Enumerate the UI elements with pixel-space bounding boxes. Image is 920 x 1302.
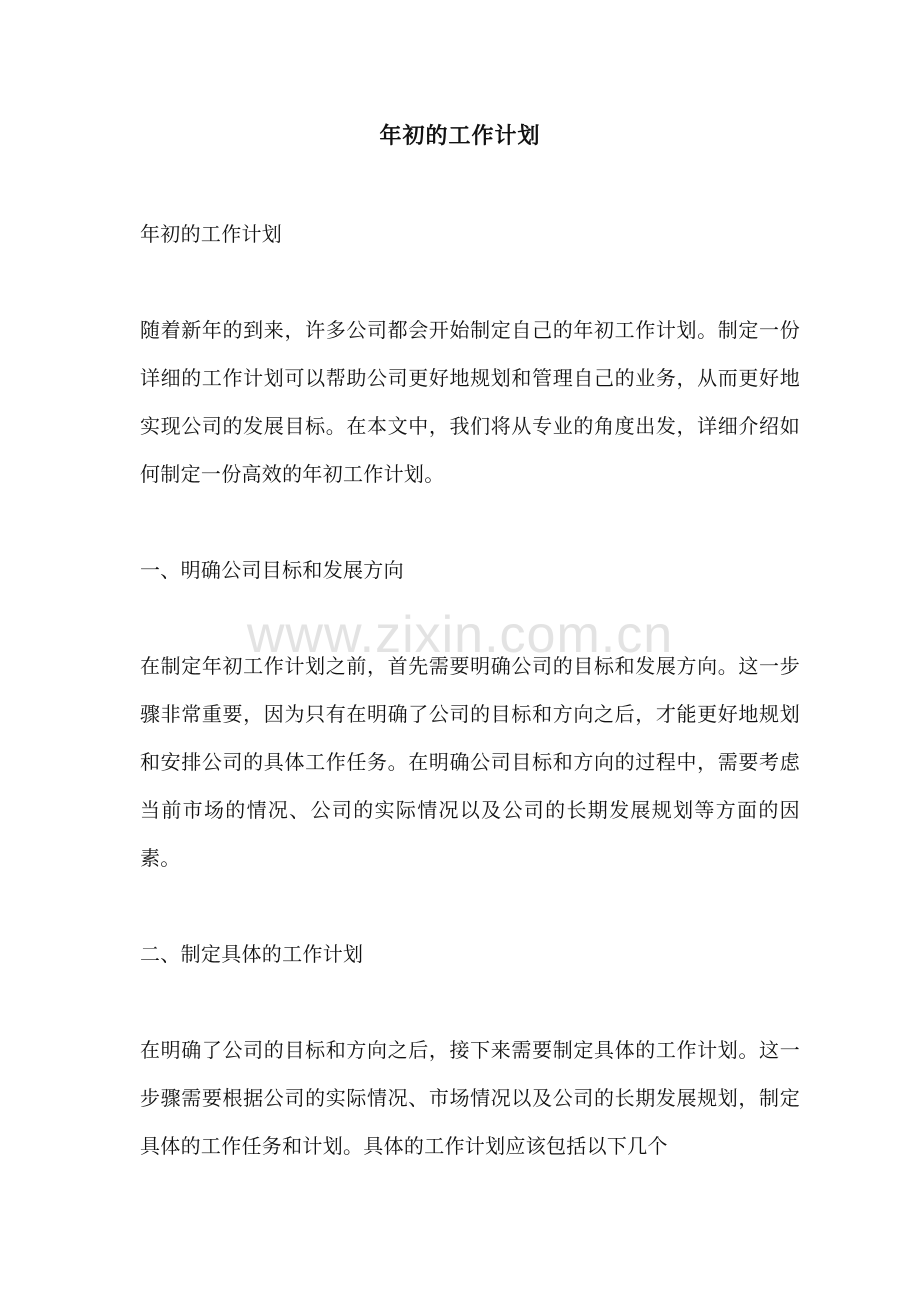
section-heading-1: 一、明确公司目标和发展方向 <box>140 558 404 582</box>
section-paragraph-2: 在明确了公司的目标和方向之后，接下来需要制定具体的工作计划。这一步骤需要根据公司的实际情况、市场情况以及公司的长期发展规划，制定具体的工作任务和计划。具体的工作计划应该包括以下几个 <box>140 1038 800 1158</box>
document-subtitle: 年初的工作计划 <box>140 222 283 246</box>
document-title: 年初的工作计划 <box>379 123 541 149</box>
section-heading-2: 二、制定具体的工作计划 <box>140 942 364 966</box>
watermark: www.zixin.com.cn <box>246 606 674 664</box>
section-paragraph-1: 在制定年初工作计划之前，首先需要明确公司的目标和发展方向。这一步骤非常重要，因为只有在明确了公司的目标和方向之后，才能更好地规划和安排公司的具体工作任务。在明确公司目标和方向的过程中，需要考虑当前市场的情况、公司的实际情况以及公司的长期发展规划等方面的因素。 <box>140 654 800 870</box>
intro-paragraph: 随着新年的到来，许多公司都会开始制定自己的年初工作计划。制定一份详细的工作计划可以帮助公司更好地规划和管理自己的业务，从而更好地实现公司的发展目标。在本文中，我们将从专业的角度出发，详细介绍如何制定一份高效的年初工作计划。 <box>140 318 800 486</box>
